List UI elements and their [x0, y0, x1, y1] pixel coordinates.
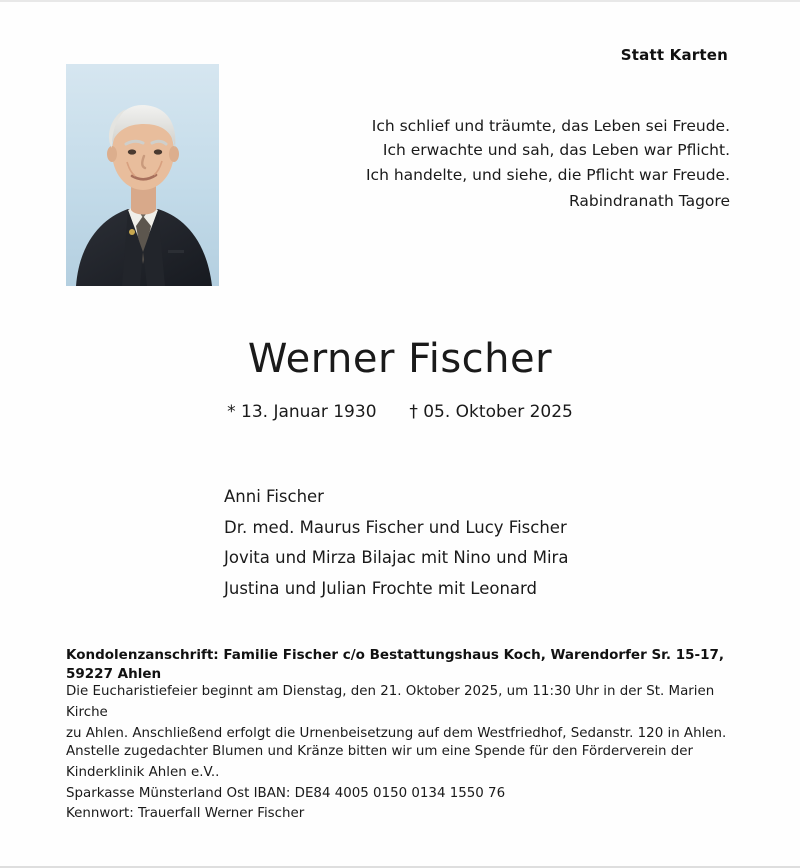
deceased-name: Werner Fischer: [247, 336, 553, 382]
portrait-photo: [66, 64, 219, 286]
service-details: [66, 682, 742, 744]
portrait-image: [66, 64, 219, 286]
donation-line: Anstelle zugedachter Blumen und Kränze bitten wir um eine Spende für den Förderverein der: [66, 744, 694, 759]
donation-reference-line: Kennwort: Trauerfall Werner Fischer: [66, 806, 305, 822]
survivor-row: Justina und Julian Frochte mit Leonard: [224, 578, 537, 598]
survivor-row: Dr. med. Maurus Fischer und Lucy Fischer: [224, 517, 567, 537]
poem-author: Rabindranath Tagore: [568, 191, 730, 210]
donation-details: [66, 742, 756, 825]
donation-bank-line: Sparkasse Münsterland Ost IBAN: DE84 4005 0150 0134 1550 76: [66, 785, 506, 801]
survivor-row: Anni Fischer: [224, 487, 324, 506]
birth-date: 13. Januar 1930: [241, 402, 377, 422]
poem-line-2: Ich erwachte und sah, das Leben war Pflicht.: [382, 141, 730, 160]
birth-symbol: *: [227, 402, 236, 422]
life-dates: [0, 402, 800, 422]
condolence-address: Kondolenzanschrift: Familie Fischer c/o Bestattungshaus Koch, Warendorfer Sr. 15-17, 59227 Ahlen: [66, 647, 725, 682]
survivors-list: [224, 482, 568, 604]
death-symbol: †: [409, 402, 418, 422]
poem-block: [366, 114, 730, 213]
donation-line: Kinderklinik Ahlen e.V..: [66, 764, 220, 780]
survivor-row: Jovita und Mirza Bilajac mit Nino und Mira: [224, 548, 569, 568]
poem-line-3: Ich handelte, und siehe, die Pflicht war Freude.: [365, 165, 730, 184]
statt-karten-label: Statt Karten: [620, 46, 728, 64]
death-date: 05. Oktober 2025: [423, 402, 573, 422]
poem-line-1: Ich schlief und träumte, das Leben sei Freude.: [371, 117, 730, 135]
service-line: Die Eucharistiefeier beginnt am Dienstag, den 21. Oktober 2025, um 11:30 Uhr in der St. Marien Kirche: [66, 684, 715, 720]
top-divider: [0, 0, 800, 2]
service-line: zu Ahlen. Anschließend erfolgt die Urnenbeisetzung auf dem Westfriedhof, Sedanstr. 120 in Ahlen.: [66, 725, 727, 741]
